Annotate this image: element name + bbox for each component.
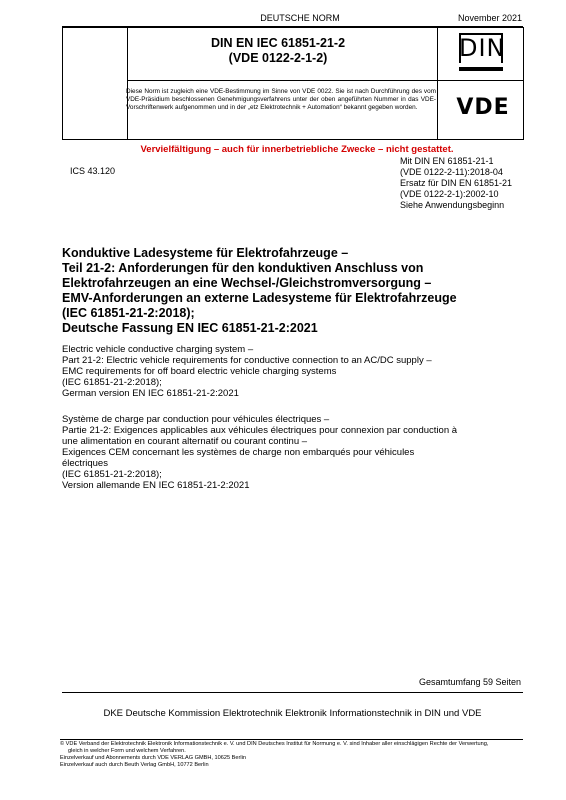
title-french bbox=[62, 414, 532, 491]
title-french-line: Exigences CEM concernant les systèmes de charge non embarqués pour véhicules bbox=[62, 447, 415, 458]
footer-line: © VDE Verband der Elektrotechnik Elektronik Informationstechnik e. V. und DIN Deutsches Institut für Normung e. V. sind Inhaber aller einschlägigen Rechte der Verwertung, bbox=[60, 741, 489, 747]
copyright-footer bbox=[60, 741, 530, 769]
title-french-line: Partie 21-2: Exigences applicables aux véhicules électriques pour connexion par conduction à bbox=[62, 425, 458, 436]
title-german-line: Konduktive Ladesysteme für Elektrofahrzeuge – bbox=[62, 246, 349, 260]
ics-code: ICS 43.120 bbox=[70, 166, 116, 176]
reproduction-warning: Vervielfältigung – auch für innerbetriebliche Zwecke – nicht gestattet. bbox=[140, 144, 454, 155]
reference-line: Siehe Anwendungsbeginn bbox=[400, 200, 505, 210]
footer-line: gleich in welcher Form und welchem Verfahren. bbox=[68, 748, 186, 754]
title-german-line: Teil 21-2: Anforderungen für den konduktiven Anschluss von bbox=[62, 261, 424, 275]
title-german bbox=[62, 246, 532, 336]
footer-divider bbox=[60, 739, 523, 740]
title-french-line: une alimentation en courant alternatif ou courant continu – bbox=[62, 436, 308, 447]
standard-number-din: DIN EN IEC 61851-21-2 bbox=[210, 36, 346, 50]
vde-logo: VDE bbox=[456, 95, 510, 120]
total-pages: Gesamtumfang 59 Seiten bbox=[418, 677, 521, 687]
title-english bbox=[62, 344, 532, 399]
norm-label: DEUTSCHE NORM bbox=[260, 13, 340, 23]
vde-approval-text: Diese Norm ist zugleich eine VDE-Bestimmung im Sinne von VDE 0022. Sie ist nach Durchführung des vom VDE-Präsidium beschlossenen Genehmigungsverfahrens unter der oben angeführten Nummer in das VDE-Vorschriftenwerk aufgenommen und in der „etz Elektrotechnik + Automation“ bekannt gegeben worden. bbox=[126, 88, 436, 111]
din-logo-text: DIN bbox=[459, 34, 506, 62]
title-english-line: (IEC 61851-21-2:2018); bbox=[62, 377, 162, 388]
replacement-references bbox=[400, 156, 512, 211]
footer-line: Einzelverkauf auch durch Beuth Verlag GmbH, 10772 Berlin bbox=[60, 762, 209, 768]
standard-number-vde: (VDE 0122-2-1-2) bbox=[228, 51, 328, 65]
title-french-line: (IEC 61851-21-2:2018); bbox=[62, 469, 162, 480]
standard-number bbox=[126, 36, 430, 66]
title-english-line: Part 21-2: Electric vehicle requirements for conductive connection to an AC/DC supply – bbox=[62, 355, 432, 366]
reference-line: (VDE 0122-2-1):2002-10 bbox=[400, 189, 499, 199]
publication-date: November 2021 bbox=[457, 13, 522, 23]
title-english-line: Electric vehicle conductive charging system – bbox=[62, 344, 254, 355]
reference-line: Mit DIN EN 61851-21-1 bbox=[400, 156, 494, 166]
grid-divider-middle bbox=[127, 80, 523, 81]
title-german-line: Elektrofahrzeugen an eine Wechsel-/Gleichstromversorgung – bbox=[62, 276, 432, 290]
title-french-line: électriques bbox=[62, 458, 108, 469]
title-french-line: Système de charge par conduction pour véhicules électriques – bbox=[62, 414, 330, 425]
title-english-line: German version EN IEC 61851-21-2:2021 bbox=[62, 388, 239, 399]
dke-divider bbox=[62, 692, 523, 693]
grid-divider-right bbox=[437, 28, 438, 139]
title-french-line: Version allemande EN IEC 61851-21-2:2021 bbox=[62, 480, 250, 491]
title-german-line: Deutsche Fassung EN IEC 61851-21-2:2021 bbox=[62, 321, 318, 335]
din-logo bbox=[459, 33, 506, 71]
title-english-line: EMC requirements for off board electric vehicle charging systems bbox=[62, 366, 337, 377]
dke-publisher: DKE Deutsche Kommission Elektrotechnik Elektronik Informationstechnik in DIN und VDE bbox=[103, 708, 482, 719]
title-german-line: (IEC 61851-21-2:2018); bbox=[62, 306, 195, 320]
footer-line: Einzelverkauf und Abonnements durch VDE VERLAG GMBH, 10625 Berlin bbox=[60, 755, 246, 761]
reference-line: (VDE 0122-2-11):2018-04 bbox=[400, 167, 503, 177]
reference-line: Ersatz für DIN EN 61851-21 bbox=[400, 178, 513, 188]
title-german-line: EMV-Anforderungen an externe Ladesysteme für Elektrofahrzeuge bbox=[62, 291, 457, 305]
din-logo-bar bbox=[459, 67, 503, 71]
